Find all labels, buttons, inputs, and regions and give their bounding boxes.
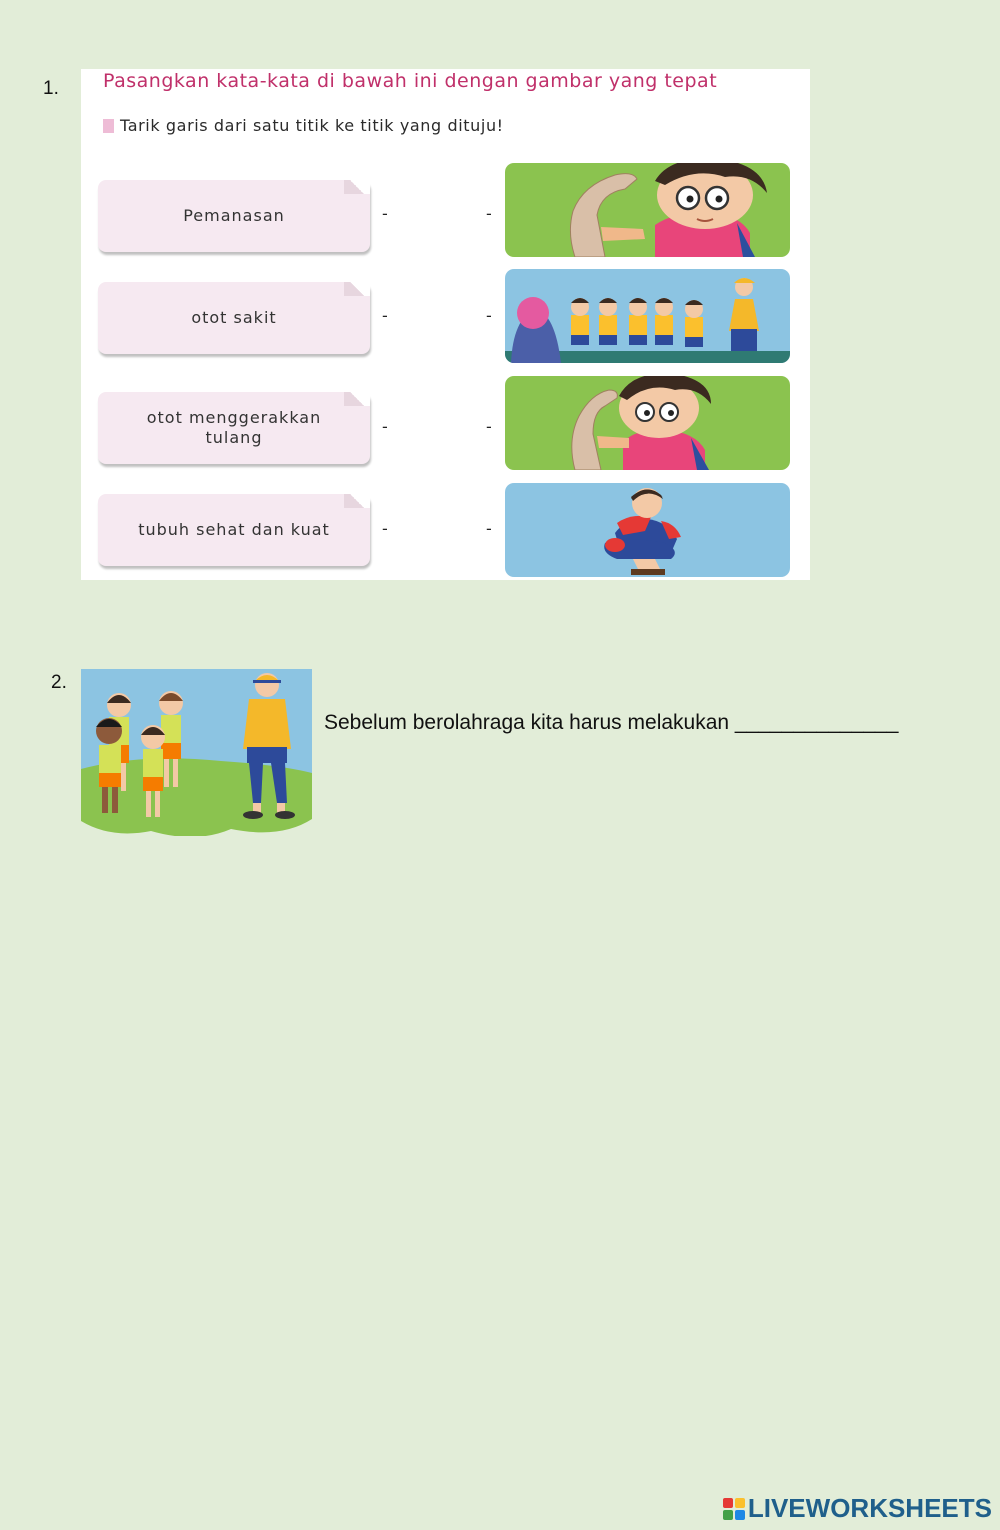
word-card-1 <box>98 180 370 252</box>
question-1-title: Pasangkan kata-kata di bawah ini dengan gambar yang tepat <box>103 70 718 92</box>
liveworksheets-logo <box>723 1493 992 1524</box>
page-fold-icon <box>344 392 370 406</box>
word-card-2 <box>98 282 370 354</box>
children-exercising-picture <box>505 269 790 363</box>
boy-flexing-arm-picture <box>505 163 790 257</box>
instruction-text: Tarik garis dari satu titik ke titik yang dituju! <box>120 116 504 135</box>
page-fold-icon <box>344 494 370 508</box>
word-label: tubuh sehat dan kuat <box>138 520 330 539</box>
word-dot-1[interactable]: - <box>382 204 388 223</box>
picture-dot-3[interactable]: - <box>486 417 492 436</box>
word-card-3 <box>98 392 370 464</box>
pink-marker-icon <box>103 119 114 133</box>
question-2-text: Sebelum berolahraga kita harus melakukan ______________ <box>324 711 899 734</box>
word-label: Pemanasan <box>183 206 285 225</box>
word-label: otot sakit <box>191 308 277 327</box>
question-2-number: 2. <box>51 672 67 693</box>
boy-showing-arm-muscle-picture <box>505 376 790 470</box>
question-1-instruction <box>103 116 504 135</box>
picture-dot-1[interactable]: - <box>486 204 492 223</box>
word-dot-3[interactable]: - <box>382 417 388 436</box>
question-1-panel <box>81 69 810 580</box>
word-label: otot menggerakkan tulang <box>146 408 322 447</box>
page-fold-icon <box>344 282 370 296</box>
picture-dot-2[interactable]: - <box>486 306 492 325</box>
boy-sitting-hugging-knee-picture <box>505 483 790 577</box>
liveworksheets-logo-icon <box>723 1498 745 1520</box>
word-card-4 <box>98 494 370 566</box>
coach-with-children-picture <box>81 669 312 836</box>
page-fold-icon <box>344 180 370 194</box>
question-1-number: 1. <box>43 78 59 99</box>
word-dot-2[interactable]: - <box>382 306 388 325</box>
logo-text: LIVEWORKSHEETS <box>747 1493 992 1523</box>
picture-dot-4[interactable]: - <box>486 519 492 538</box>
word-dot-4[interactable]: - <box>382 519 388 538</box>
